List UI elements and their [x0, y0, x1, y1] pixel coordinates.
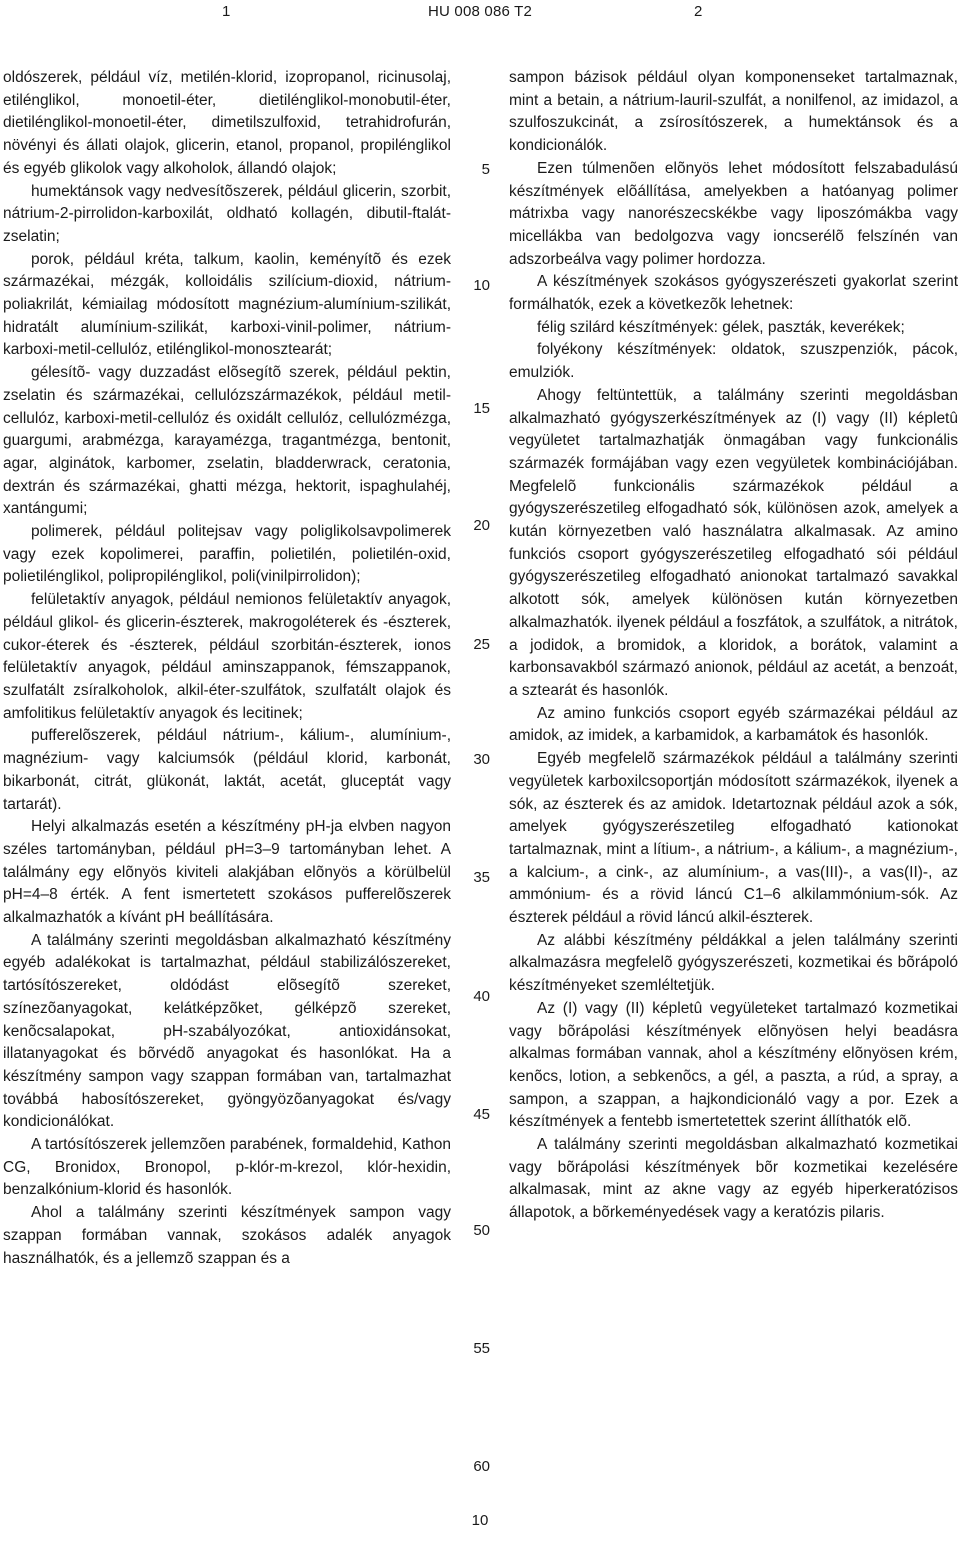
line-number: 20: [473, 517, 490, 534]
paragraph: Az (I) vagy (II) képletû vegyületeket tartalmazó kozmetikai vagy bõrápolási készítmények elõnyösen helyi beadásra alkalmas formában vannak, ahol a készítmény elõnyösen krém, kenõcs, lotion, a sebkenõcs, a gél, a paszta, a rúd, a spray, a sampon, a szappan, a hajkondicionáló vagy a por. Ezek a készítmények a fentebb ismertetettek szerint állíthatók elõ.: [509, 999, 958, 1131]
paragraph: pufferelõszerek, például nátrium-, kálium-, alumínium-, magnézium- vagy kalciumsók (például klorid, karbonát, bikarbonát, citrát, glükonát, laktát, acetát, gluceptát vagy tartarát).: [3, 727, 451, 813]
paragraph: polimerek, például politejsav vagy poliglikolsavpolimerek vagy ezek kopolimerei, paraffin, polietilén, polietilén-oxid, polietilénglikol, polipropilénglikol, poli(vinilpirrolidon);: [3, 523, 451, 586]
paragraph: A tartósítószerek jellemzõen parabének, formaldehid, Kathon CG, Bronidox, Bronopol, p-klór-m-krezol, klór-hexidin, benzalkónium-klorid és hasonlók.: [3, 1136, 451, 1199]
paragraph: A készítmények szokásos gyógyszerészeti gyakorlat szerint formálhatók, ezek a következõk lehetnek:: [509, 273, 958, 314]
page-footer-number: 10: [471, 1512, 489, 1529]
line-number: 25: [473, 636, 490, 653]
paragraph: Egyéb megfelelõ származékok például a találmány szerinti vegyületek karboxilcsoportján módosított származékok, ilyenek a sók, az észterek és az amidok. Idetartoznak például azok a sók, amelyek gyógyszerészetileg elfogadható kationokat tartalmaznak, mint a lítium-, a nátrium-, a kálium-, a magnézium-, a kalcium-, a cink-, az alumínium-, a vas(III)-, a vas(II)-, az ammónium- és a rövid láncú C1–6 alkilammónium-sók. Az észterek például a rövid láncú alkil-észterek.: [509, 750, 958, 927]
paragraph: Az amino funkciós csoport egyéb származékai például az amidok, az imidek, a karbamidok, a karbamátok és hasonlók.: [509, 704, 958, 745]
column-page-number-left: 1: [222, 3, 231, 20]
column-page-number-right: 2: [694, 3, 703, 20]
paragraph: gélesítõ- vagy duzzadást elõsegítõ szerek, például pektin, zselatin és származékai, cellulózszármazékok, például metil-cellulóz, karboxi-metil-cellulóz és oxidált cellulóz, cellulózmézga, guargumi, arabmézga, karayamézga, tragantmézga, bentonit, agar, alginátok, karbomer, zselatin, bladderwrack, ceratonia, dextrán és származékai, ghatti mézga, hektorit, ispaghulahéj, xantángumi;: [3, 364, 451, 518]
line-number: 55: [473, 1340, 490, 1357]
paragraph: Az alábbi készítmény példákkal a jelen találmány szerinti alkalmazásra megfelelõ gyógyszerészeti, kozmetikai és bõrápoló készítményeket szemléltetjük.: [509, 931, 958, 995]
line-number: 5: [481, 161, 490, 178]
page-header: [0, 0, 960, 30]
line-number: 40: [473, 988, 490, 1005]
paragraph: oldószerek, például víz, metilén-klorid, izopropanol, ricinusolaj, etilénglikol, monoetil-éter, dietilénglikol-monobutil-éter, dietilénglikol-monoetil-éter, dimetilszulfoxid, tetrahidrofurán, növényi és állati olajok, glicerin, etanol, propanol, propilénglikol és egyéb glikolok vagy alkoholok, állandó olajok;: [3, 69, 451, 177]
paragraph: sampon bázisok például olyan komponenseket tartalmaznak, mint a betain, a nátrium-lauril-szulfát, a nonilfenol, az imidazol, a szulfoszukcinát, a zsírosítószerek, a humektánsok és a kondicionálók.: [509, 69, 958, 155]
paragraph: Ahogy feltüntettük, a találmány szerinti megoldásban alkalmazható gyógyszerkészítmények az (I) vagy (II) képletû vegyületet tartalmazhatják önmagában vagy funkcionális származék formájában vagy ezen vegyületek kombinációjában. Megfelelõ funkcionális származékok például a gyógyszerészetileg elfogadható sók, különösen azok, amelyek a kután környezetben való használatra alkalmasak. Az amino funkciós csoport gyógyszerészetileg elfogadható sói például gyógyszerészetileg elfogadható anionokat tartalmazó savakkal alkotott sók, amelyek különösen kután környezetben alkalmazhatók. ilyenek például a foszfátok, a szulfátok, a nitrátok, a jodidok, a bromidok, a kloridok, a borátok, valamint a karbonsavakból származó anionok, például az acetát, a benzoát, a sztearát és hasonlók.: [509, 386, 958, 699]
line-number: 30: [473, 751, 490, 768]
line-number: 45: [473, 1106, 490, 1123]
line-number: 15: [473, 400, 490, 417]
paragraph: folyékony készítmények: oldatok, szuszpenziók, pácok, emulziók.: [509, 341, 958, 382]
line-number: 60: [473, 1458, 490, 1475]
right-text-column: [509, 67, 958, 1225]
paragraph: A találmány szerinti megoldásban alkalmazható készítmény egyéb adalékokat is tartalmazhat, például stabilizálószereket, tartósítószereket, oldódást elõsegítõ szereket, színezõanyagokat, kelátképzõket, gélképzõ szereket, kenõcsalapokat, pH-szabályozókat, antioxidánsokat, illatanyagokat és bõrvédõ anyagokat és hasonlókat. Ha a készítmény sampon vagy szappan formában van, tartalmazhat továbbá habosítószereket, gyöngyözõanyagokat és/vagy kondicionálókat.: [3, 931, 451, 1131]
left-text-column: [3, 67, 451, 1270]
paragraph: felületaktív anyagok, például nemionos felületaktív anyagok, például glikol- és glicerin-észterek, makrogoléterek és -észterek, cukor-éterek és -észterek, például szorbitán-észterek, ionos felületaktív anyagok, például aminszappanok, fémszappanok, szulfatált zsíralkoholok, alkil-éter-szulfátok, szulfatált olajok és amfolitikus felületaktív anyagok és lecitinek;: [3, 591, 451, 722]
line-number: 10: [473, 277, 490, 294]
paragraph: Helyi alkalmazás esetén a készítmény pH-ja elvben nagyon széles tartományban, például pH=3–9 tartományban lehet. A találmány egy elõnyös kiviteli alakjában elõnyös a körülbelül pH=4–8 érték. A fent ismertetett szokásos pufferelõszerek alkalmazhatók a kívánt pH beállítására.: [3, 818, 451, 927]
paragraph: humektánsok vagy nedvesítõszerek, például glicerin, szorbit, nátrium-2-pirrolidon-karboxilát, oldható kollagén, dibutil-ftalát-zselatin;: [3, 182, 451, 245]
line-number: 35: [473, 869, 490, 886]
document-identifier: HU 008 086 T2: [427, 3, 533, 20]
paragraph: félig szilárd készítmények: gélek, paszták, keverékek;: [537, 318, 905, 336]
line-number: 50: [473, 1222, 490, 1239]
paragraph: porok, például kréta, talkum, kaolin, keményítõ és ezek származékai, mézgák, kolloidális szilícium-dioxid, nátrium-poliakrilát, kémiailag módosított magnézium-alumínium-szilikát, hidratált alumínium-szilikát, karboxi-vinil-polimer, nátrium-karboxi-metil-cellulóz, etilénglikol-monosztearát;: [3, 250, 451, 359]
paragraph: Ezen túlmenõen elõnyös lehet módosított felszabadulású készítmények elõállítása, amelyekben a hatóanyag polimer mátrixba vagy nanorészecskékbe vagy liposzómákba vagy micellákba van bedolgozva vagy ioncserélõ felszínén van adszorbeálva vagy polimer hordozza.: [509, 159, 958, 268]
paragraph: A találmány szerinti megoldásban alkalmazható kozmetikai vagy bõrápolási készítmények bõr kozmetikai kezelésére alkalmasak, mint az akne vagy az egyéb hiperkeratózisos állapotok, a bõrkeményedések vagy a keratózis pilaris.: [509, 1136, 958, 1222]
paragraph: Ahol a találmány szerinti készítmények sampon vagy szappan formában vannak, szokásos adalék anyagok használhatók, és a jellemzõ szappan és a: [3, 1204, 451, 1267]
